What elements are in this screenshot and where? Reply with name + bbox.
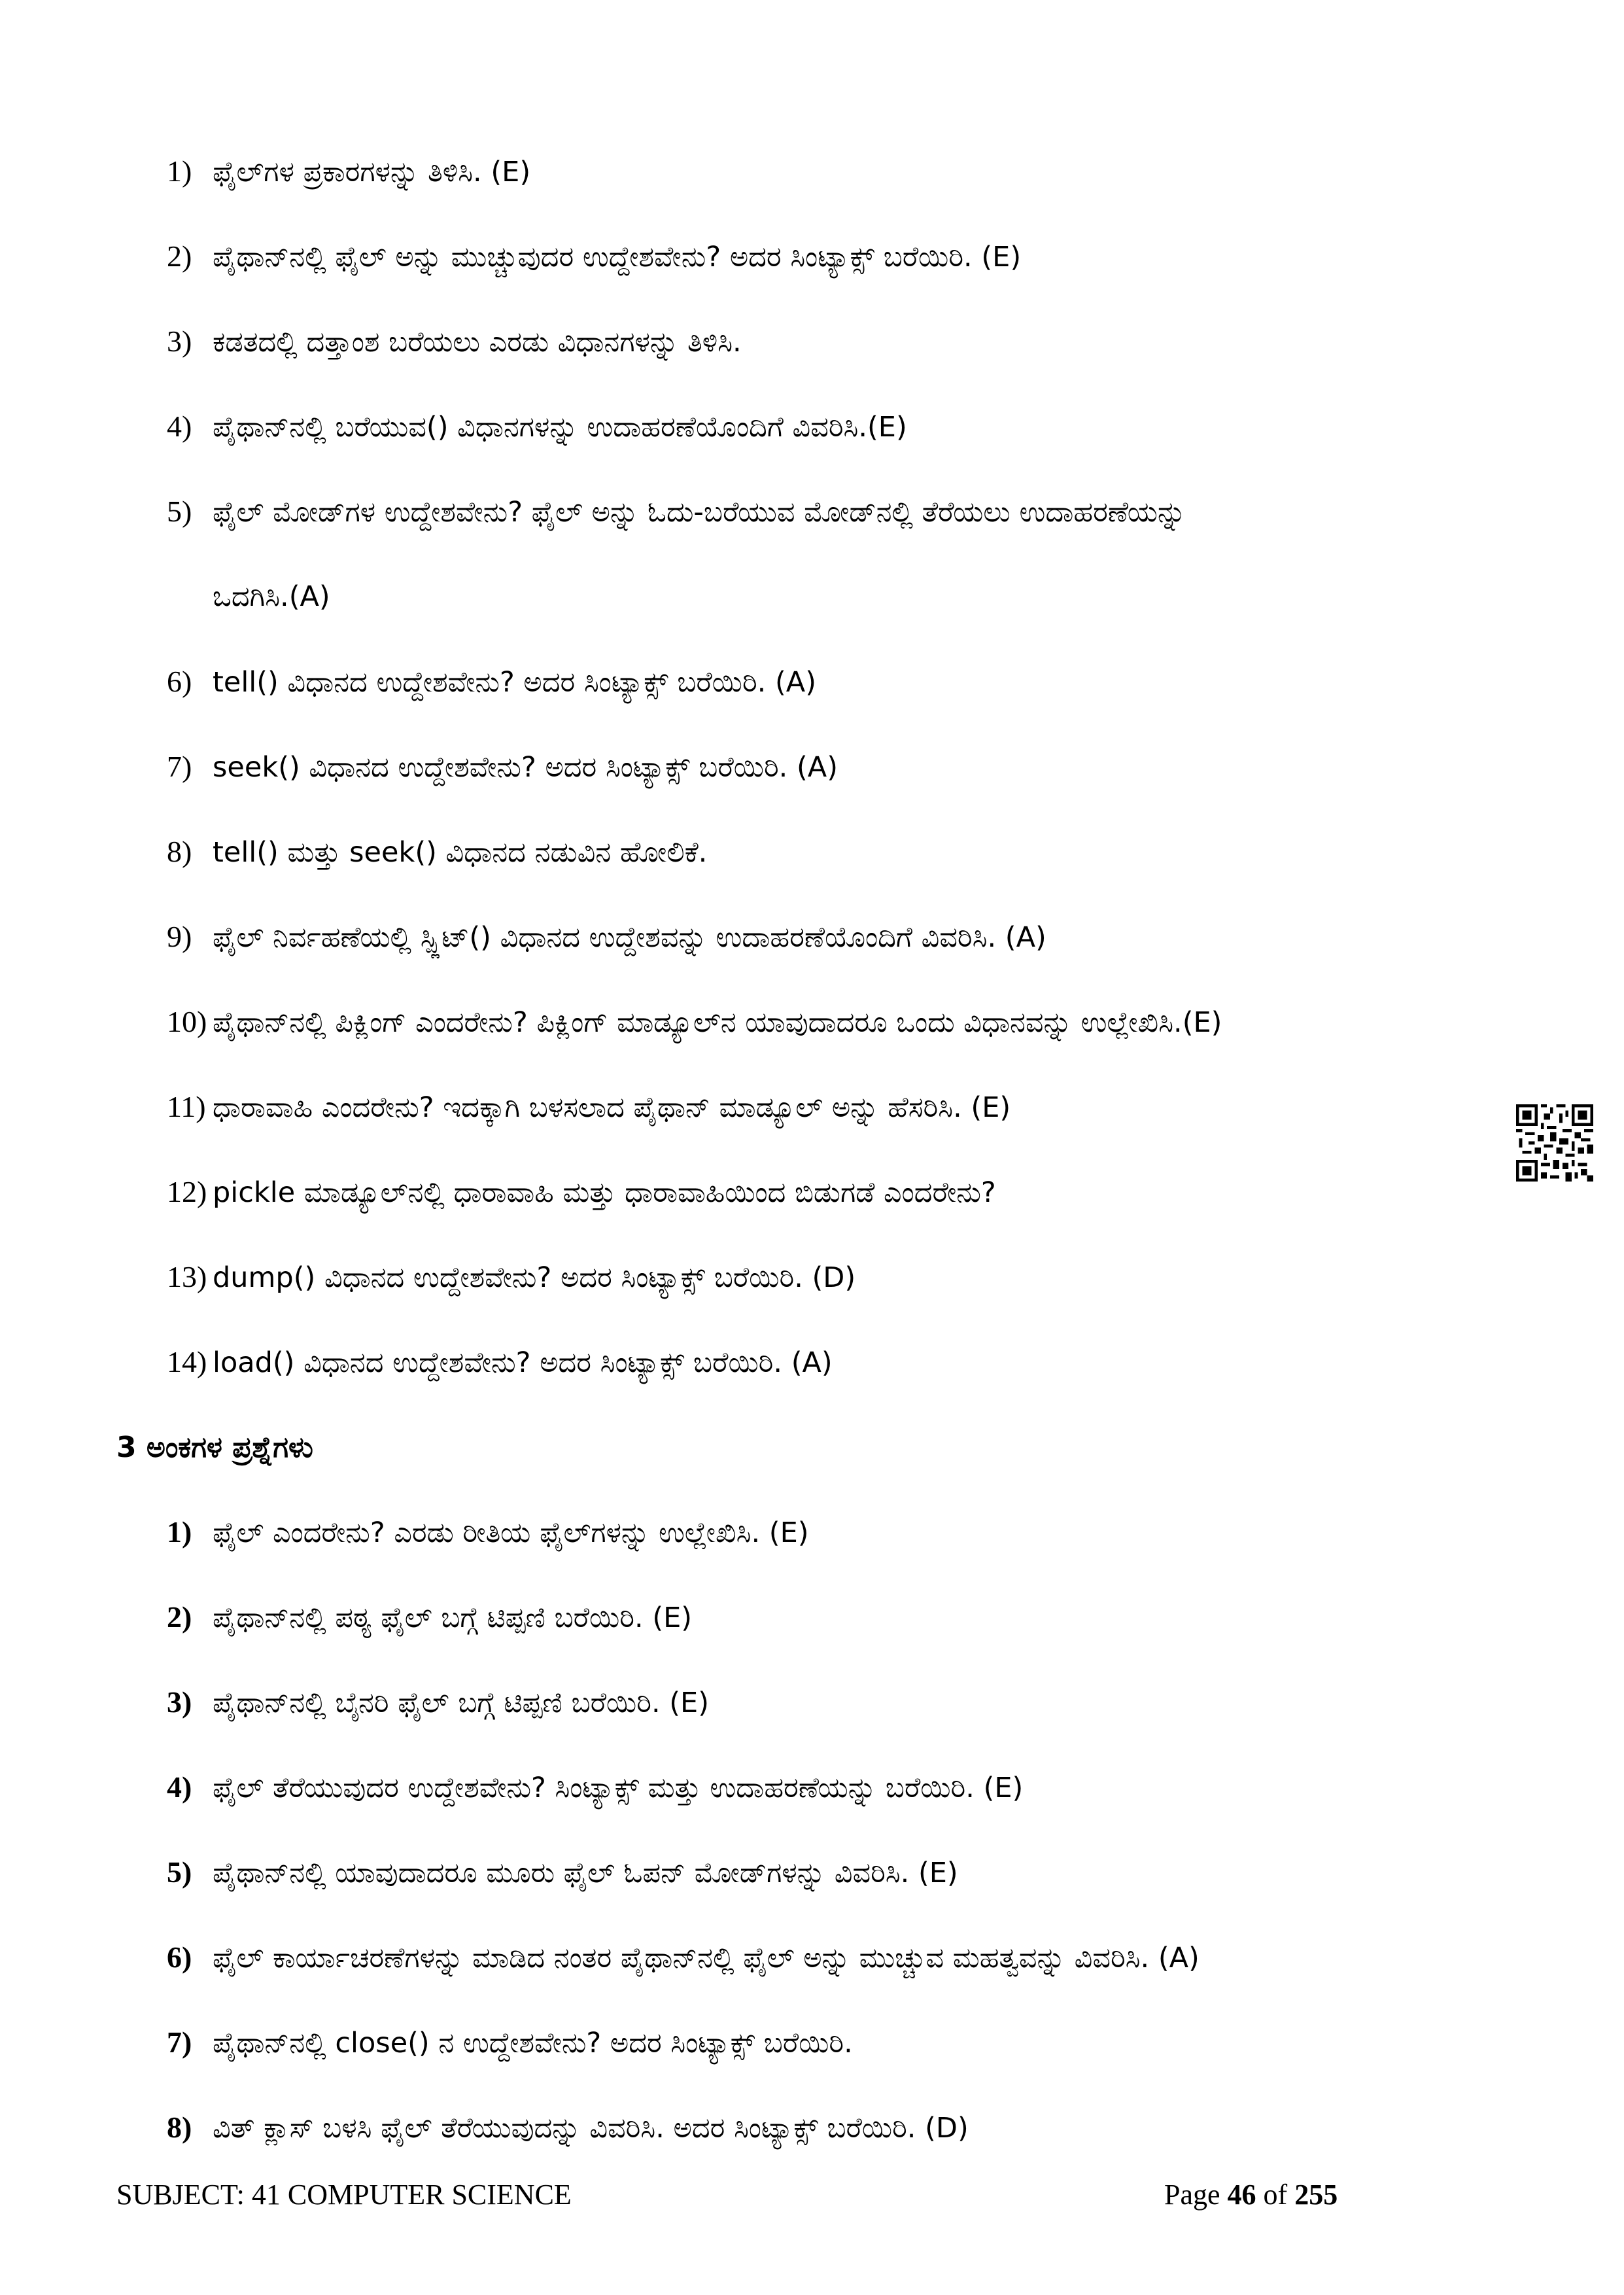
question-number: 2): [167, 1600, 192, 1634]
question-text: tell() ಮತ್ತು seek() ವಿಧಾನದ ನಡುವಿನ ಹೋಲಿಕೆ.: [213, 836, 708, 869]
question-text: ವಿತ್ ಕ್ಲಾಸ್ ಬಳಸಿ ಫೈಲ್ ತೆರೆಯುವುದನ್ನು ವಿವರಿಸಿ. ಅದರ ಸಿಂಟ್ಯಾಕ್ಸ್ ಬರೆಯಿರಿ. (D): [213, 2112, 969, 2145]
page-word: Page: [1164, 2179, 1220, 2211]
question-number: 5): [167, 1855, 192, 1889]
question-number: 3): [167, 324, 192, 358]
question-text: ಧಾರಾವಾಹಿ ಎಂದರೇನು? ಇದಕ್ಕಾಗಿ ಬಳಸಲಾದ ಪೈಥಾನ್ ಮಾಡ್ಯೂಲ್ ಅನ್ನು ಹೆಸರಿಸಿ. (E): [213, 1091, 1011, 1124]
question-number: 4): [167, 410, 192, 443]
question-text: ಫೈಲ್ ಎಂದರೇನು? ಎರಡು ರೀತಿಯ ಫೈಲ್‌ಗಳನ್ನು ಉಲ್ಲೇಖಿಸಿ. (E): [213, 1516, 809, 1549]
question-text: ಪೈಥಾನ್‌ನಲ್ಲಿ ಯಾವುದಾದರೂ ಮೂರು ಫೈಲ್ ಓಪನ್ ಮೋಡ್‌ಗಳನ್ನು ವಿವರಿಸಿ. (E): [213, 1857, 958, 1889]
footer-page-number: [1164, 2175, 1338, 2215]
question-text-continued: ಒದಗಿಸಿ.(A): [213, 580, 330, 613]
question-item: [167, 152, 1527, 192]
question-number: 10): [167, 1005, 207, 1038]
question-number: 14): [167, 1345, 207, 1378]
question-text: ಫೈಲ್‌ಗಳ ಪ್ರಕಾರಗಳನ್ನು ತಿಳಿಸಿ. (E): [213, 156, 531, 188]
question-text: ಫೈಲ್ ನಿರ್ವಹಣೆಯಲ್ಲಿ ಸ್ಪ್ಲಿಟ್() ವಿಧಾನದ ಉದ್ದೇಶವನ್ನು ಉದಾಹರಣೆಯೊಂದಿಗೆ ವಿವರಿಸಿ. (A): [213, 921, 1046, 954]
question-item: [167, 662, 1527, 702]
question-text: ಪೈಥಾನ್‌ನಲ್ಲಿ ಪಿಕ್ಲಿಂಗ್ ಎಂದರೇನು? ಪಿಕ್ಲಿಂಗ್ ಮಾಡ್ಯೂಲ್‌ನ ಯಾವುದಾದರೂ ಒಂದು ವಿಧಾನವನ್ನು ಉಲ್ಲೇಖಿಸಿ.(E): [213, 1006, 1222, 1039]
question-text: ಪೈಥಾನ್‌ನಲ್ಲಿ ಫೈಲ್ ಅನ್ನು ಮುಚ್ಚುವುದರ ಉದ್ದೇಶವೇನು? ಅದರ ಸಿಂಟ್ಯಾಕ್ಸ್ ಬರೆಯಿರಿ. (E): [213, 241, 1022, 273]
question-number: 8): [167, 835, 192, 868]
question-number: 3): [167, 1685, 192, 1719]
question-number: 7): [167, 750, 192, 783]
question-item: [167, 1938, 1527, 1978]
question-item: [167, 2023, 1527, 2063]
question-item: [167, 1513, 1527, 1552]
question-item: [167, 407, 1527, 447]
question-item: [167, 322, 1527, 362]
question-number: 9): [167, 920, 192, 953]
question-item: [167, 1768, 1527, 1808]
footer-subject: SUBJECT: 41 COMPUTER SCIENCE: [116, 2179, 572, 2211]
question-item: [167, 1853, 1527, 1893]
question-text: tell() ವಿಧಾನದ ಉದ್ದೇಶವೇನು? ಅದರ ಸಿಂಟ್ಯಾಕ್ಸ್ ಬರೆಯಿರಿ. (A): [213, 666, 816, 699]
question-item: [167, 747, 1527, 787]
question-item: [167, 2108, 1527, 2148]
question-number: 13): [167, 1260, 207, 1293]
section-heading: 3 ಅಂಕಗಳ ಪ್ರಶ್ನೆಗಳು: [116, 1431, 313, 1464]
page-current: 46: [1227, 2179, 1256, 2211]
question-item: [167, 1342, 1527, 1382]
question-item: [167, 492, 1527, 532]
of-word: of: [1263, 2179, 1288, 2211]
question-number: 11): [167, 1090, 206, 1123]
question-number: 6): [167, 665, 192, 698]
question-item: [167, 1087, 1527, 1127]
question-item: [167, 1257, 1527, 1297]
qr-code-icon: [1516, 1104, 1593, 1182]
question-text: ಪೈಥಾನ್‌ನಲ್ಲಿ ಪಠ್ಯ ಫೈಲ್ ಬಗ್ಗೆ ಟಿಪ್ಪಣಿ ಬರೆಯಿರಿ. (E): [213, 1602, 693, 1634]
question-item: [167, 1683, 1527, 1723]
question-text: load() ವಿಧಾನದ ಉದ್ದೇಶವೇನು? ಅದರ ಸಿಂಟ್ಯಾಕ್ಸ್ ಬರೆಯಿರಿ. (A): [213, 1346, 833, 1379]
question-text: ಪೈಥಾನ್‌ನಲ್ಲಿ close() ನ ಉದ್ದೇಶವೇನು? ಅದರ ಸಿಂಟ್ಯಾಕ್ಸ್ ಬರೆಯಿರಿ.: [213, 2027, 853, 2059]
question-text: ಕಡತದಲ್ಲಿ ದತ್ತಾಂಶ ಬರೆಯಲು ಎರಡು ವಿಧಾನಗಳನ್ನು ತಿಳಿಸಿ.: [213, 326, 742, 359]
question-number: 6): [167, 1940, 192, 1974]
question-number: 12): [167, 1175, 207, 1208]
question-item: [167, 917, 1527, 957]
question-number: 5): [167, 495, 192, 528]
question-text: ಫೈಲ್ ತೆರೆಯುವುದರ ಉದ್ದೇಶವೇನು? ಸಿಂಟ್ಯಾಕ್ಸ್ ಮತ್ತು ಉದಾಹರಣೆಯನ್ನು ಬರೆಯಿರಿ. (E): [213, 1772, 1024, 1804]
question-text: dump() ವಿಧಾನದ ಉದ್ದೇಶವೇನು? ಅದರ ಸಿಂಟ್ಯಾಕ್ಸ್ ಬರೆಯಿರಿ. (D): [213, 1261, 856, 1294]
question-item: [167, 1598, 1527, 1638]
question-text: ಫೈಲ್ ಮೋಡ್‌ಗಳ ಉದ್ದೇಶವೇನು? ಫೈಲ್ ಅನ್ನು ಓದು-ಬರೆಯುವ ಮೋಡ್‌ನಲ್ಲಿ ತೆರೆಯಲು ಉದಾಹರಣೆಯನ್ನು: [213, 496, 1186, 529]
question-item: [167, 832, 1527, 872]
question-number: 1): [167, 154, 192, 188]
question-continuation: [167, 577, 1527, 616]
question-number: 1): [167, 1515, 192, 1549]
question-item: [167, 1172, 1527, 1212]
question-text: pickle ಮಾಡ್ಯೂಲ್‌ನಲ್ಲಿ ಧಾರಾವಾಹಿ ಮತ್ತು ಧಾರಾವಾಹಿಯಿಂದ ಬಿಡುಗಡೆ ಎಂದರೇನು?: [213, 1176, 996, 1209]
question-text: ಫೈಲ್ ಕಾರ್ಯಾಚರಣೆಗಳನ್ನು ಮಾಡಿದ ನಂತರ ಪೈಥಾನ್‌ನಲ್ಲಿ ಫೈಲ್ ಅನ್ನು ಮುಚ್ಚುವ ಮಹತ್ವವನ್ನು ವಿವರಿಸಿ. (A): [213, 1942, 1200, 1974]
question-number: 7): [167, 2025, 192, 2059]
question-item: [167, 237, 1527, 277]
question-number: 4): [167, 1770, 192, 1804]
question-text: seek() ವಿಧಾನದ ಉದ್ದೇಶವೇನು? ಅದರ ಸಿಂಟ್ಯಾಕ್ಸ್ ಬರೆಯಿರಿ. (A): [213, 751, 838, 784]
question-number: 8): [167, 2111, 192, 2144]
question-text: ಪೈಥಾನ್‌ನಲ್ಲಿ ಬೈನರಿ ಫೈಲ್ ಬಗ್ಗೆ ಟಿಪ್ಪಣಿ ಬರೆಯಿರಿ. (E): [213, 1687, 710, 1719]
question-item: [167, 1002, 1527, 1042]
question-number: 2): [167, 239, 192, 273]
page-total: 255: [1294, 2179, 1338, 2211]
question-text: ಪೈಥಾನ್‌ನಲ್ಲಿ ಬರೆಯುವ() ವಿಧಾನಗಳನ್ನು ಉದಾಹರಣೆಯೊಂದಿಗೆ ವಿವರಿಸಿ.(E): [213, 411, 907, 444]
